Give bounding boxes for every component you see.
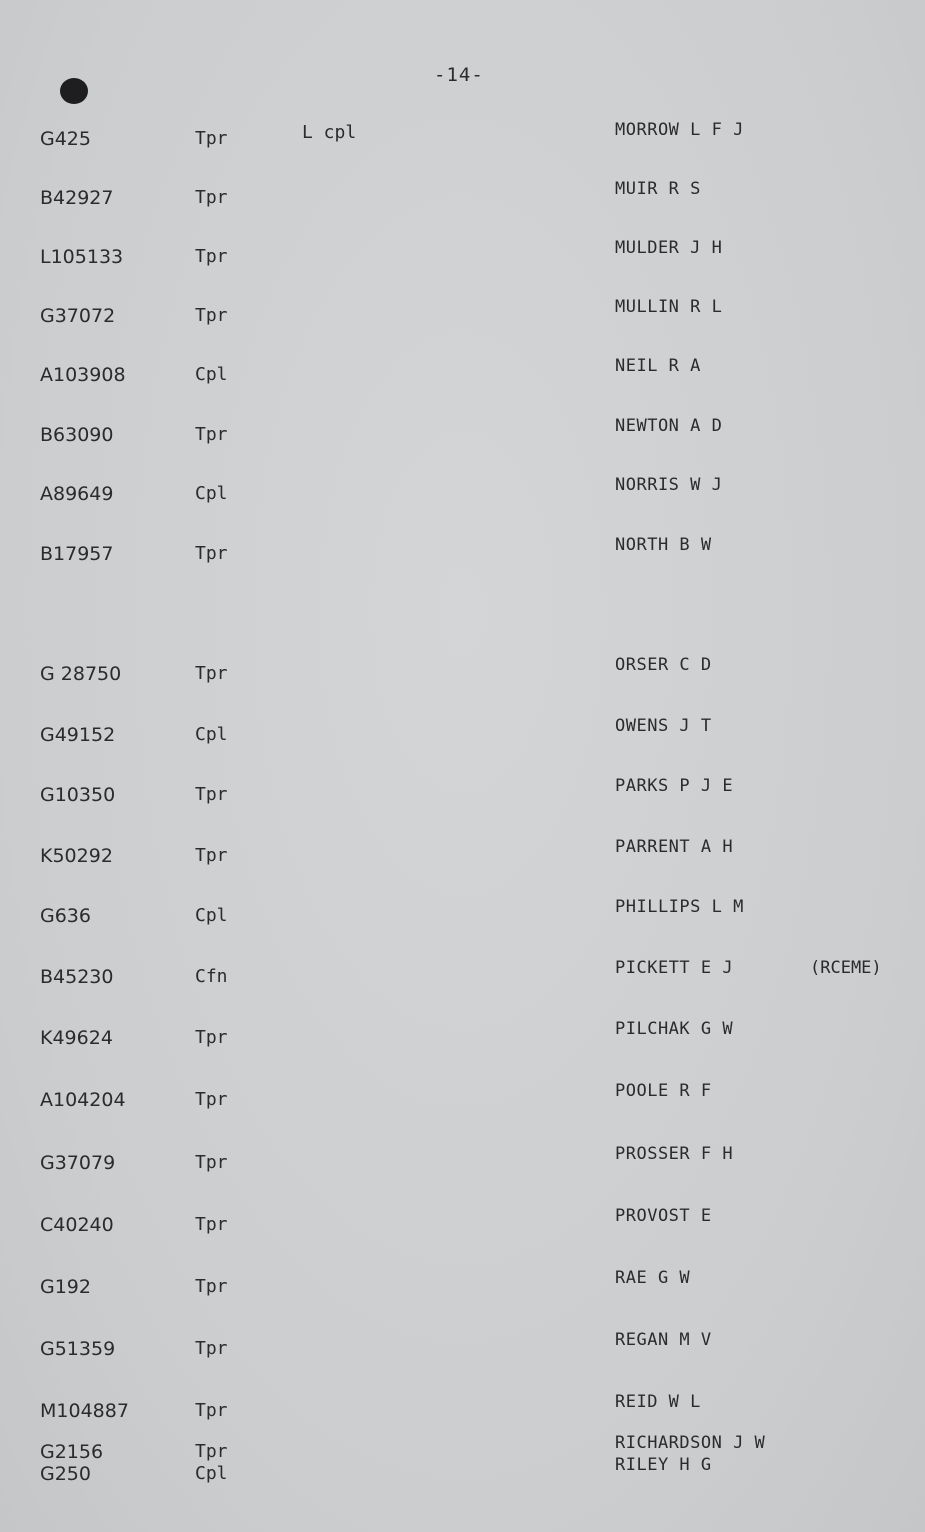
member-name: PARKS P J E <box>615 776 734 796</box>
rank: Tpr <box>195 1089 228 1110</box>
roster-row <box>0 1455 925 1493</box>
service-number: B45230 <box>40 966 114 988</box>
rank: Tpr <box>195 1152 228 1173</box>
roster-row <box>0 297 925 335</box>
member-name: RILEY H G <box>615 1455 712 1475</box>
member-name: NORTH B W <box>615 535 712 555</box>
service-number: K49624 <box>40 1027 113 1049</box>
roster-row <box>0 238 925 276</box>
roster-row <box>0 655 925 693</box>
rank: Tpr <box>195 1276 228 1297</box>
roster-row <box>0 1268 925 1306</box>
member-name: REID W L <box>615 1392 701 1412</box>
rank: Tpr <box>195 1441 228 1462</box>
roster-row <box>0 475 925 513</box>
roster-row <box>0 535 925 573</box>
rank: Tpr <box>195 845 228 866</box>
service-number: B63090 <box>40 424 114 446</box>
rank: Tpr <box>195 305 228 326</box>
rank: Tpr <box>195 663 228 684</box>
rank: Cpl <box>195 364 228 385</box>
rank: Tpr <box>195 424 228 445</box>
member-name: PILCHAK G W <box>615 1019 734 1039</box>
roster-row <box>0 1144 925 1182</box>
roster-row <box>0 356 925 394</box>
roster-row <box>0 179 925 217</box>
member-name: NORRIS W J <box>615 475 723 495</box>
rank: Tpr <box>195 784 228 805</box>
corps-note: (RCEME) <box>810 958 882 978</box>
page-number: -14- <box>434 64 484 86</box>
service-number: G10350 <box>40 784 116 806</box>
member-name: RICHARDSON J W <box>615 1433 766 1453</box>
member-name: PROSSER F H <box>615 1144 734 1164</box>
rank: Tpr <box>195 1027 228 1048</box>
service-number: G250 <box>40 1463 91 1485</box>
service-number: M104887 <box>40 1400 129 1422</box>
member-name: OWENS J T <box>615 716 712 736</box>
member-name: NEWTON A D <box>615 416 723 436</box>
service-number: G192 <box>40 1276 91 1298</box>
member-name: PROVOST E <box>615 1206 712 1226</box>
rank: Tpr <box>195 128 228 149</box>
member-name: MULLIN R L <box>615 297 723 317</box>
rank: Tpr <box>195 187 228 208</box>
service-number: K50292 <box>40 845 113 867</box>
rank: Cpl <box>195 1463 228 1484</box>
member-name: MUIR R S <box>615 179 701 199</box>
service-number: G 28750 <box>40 663 122 685</box>
roster-row <box>0 120 925 158</box>
service-number: G2156 <box>40 1441 104 1463</box>
rank: Tpr <box>195 1214 228 1235</box>
roster-row <box>0 897 925 935</box>
roster-row <box>0 1330 925 1368</box>
appointment: L cpl <box>302 122 357 143</box>
roster-row <box>0 837 925 875</box>
rank: Tpr <box>195 543 228 564</box>
rank: Tpr <box>195 1338 228 1359</box>
rank: Tpr <box>195 1400 228 1421</box>
service-number: B17957 <box>40 543 114 565</box>
service-number: A103908 <box>40 364 126 386</box>
service-number: A104204 <box>40 1089 126 1111</box>
rank: Cpl <box>195 483 228 504</box>
service-number: G49152 <box>40 724 116 746</box>
member-name: PARRENT A H <box>615 837 734 857</box>
service-number: A89649 <box>40 483 114 505</box>
service-number: C40240 <box>40 1214 114 1236</box>
service-number: G37079 <box>40 1152 116 1174</box>
service-number: L105133 <box>40 246 124 268</box>
roster-row <box>0 1019 925 1057</box>
rank: Cpl <box>195 905 228 926</box>
service-number: G51359 <box>40 1338 116 1360</box>
service-number: G37072 <box>40 305 116 327</box>
member-name: PHILLIPS L M <box>615 897 744 917</box>
member-name: REGAN M V <box>615 1330 712 1350</box>
roster-row <box>0 1081 925 1119</box>
rank: Cfn <box>195 966 228 987</box>
roster-row <box>0 716 925 754</box>
punch-hole <box>60 78 88 104</box>
roster-row <box>0 1392 925 1430</box>
member-name: ORSER C D <box>615 655 712 675</box>
member-name: POOLE R F <box>615 1081 712 1101</box>
roster-row <box>0 958 925 996</box>
service-number: G636 <box>40 905 91 927</box>
member-name: RAE G W <box>615 1268 691 1288</box>
roster-row <box>0 1206 925 1244</box>
member-name: MULDER J H <box>615 238 723 258</box>
member-name: MORROW L F J <box>615 120 744 140</box>
service-number: B42927 <box>40 187 114 209</box>
rank: Tpr <box>195 246 228 267</box>
roster-row <box>0 416 925 454</box>
member-name: NEIL R A <box>615 356 701 376</box>
rank: Cpl <box>195 724 228 745</box>
roster-row <box>0 776 925 814</box>
service-number: G425 <box>40 128 91 150</box>
member-name: PICKETT E J <box>615 958 734 978</box>
